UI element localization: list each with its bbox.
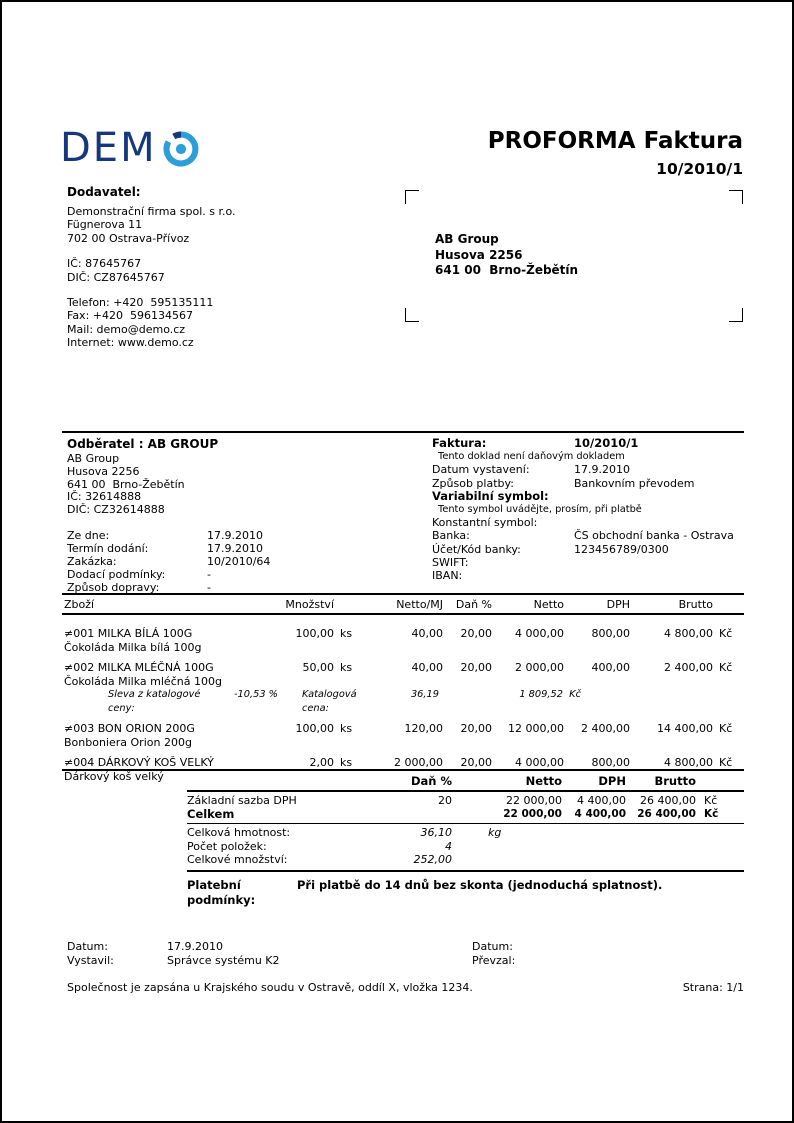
total-value: 252,00 bbox=[413, 853, 452, 866]
field-label: Konstantní symbol: bbox=[432, 516, 538, 530]
item-price: 40,00 bbox=[411, 627, 443, 640]
document-title: PROFORMA Faktura bbox=[487, 128, 743, 154]
item-dph: 400,00 bbox=[591, 661, 630, 674]
item-qty: 2,00 bbox=[309, 756, 334, 769]
summary-header-dan: Daň % bbox=[410, 773, 452, 788]
item-qty: 100,00 bbox=[295, 627, 334, 640]
total-value: 4 bbox=[445, 839, 452, 853]
field-label: Banka: bbox=[432, 529, 470, 543]
total-unit: kg bbox=[488, 826, 502, 839]
item-brutto: 14 400,00 bbox=[657, 722, 713, 735]
item-unit: ks bbox=[340, 627, 353, 640]
summary-header bbox=[187, 771, 744, 792]
payment-terms-label: Platební podmínky: bbox=[187, 877, 256, 907]
discount-row bbox=[64, 688, 742, 716]
column-header-dph: DPH bbox=[606, 597, 630, 611]
window-corner-bottom-right bbox=[729, 308, 743, 322]
divider bbox=[187, 870, 744, 872]
item-currency: Kč bbox=[719, 756, 733, 769]
window-corner-top-left bbox=[405, 190, 419, 204]
item-dph: 800,00 bbox=[591, 627, 630, 640]
vat-base-label: Základní sazba DPH bbox=[187, 794, 297, 807]
field-value: Bankovním převodem bbox=[574, 476, 695, 490]
customer-line: AB Group bbox=[67, 452, 120, 465]
field-label: Účet/Kód banky: bbox=[432, 542, 521, 556]
vat-base-netto: 22 000,00 bbox=[506, 794, 562, 807]
summary-header-dph: DPH bbox=[598, 773, 626, 788]
item-netto: 4 000,00 bbox=[515, 756, 564, 769]
item-price: 2 000,00 bbox=[394, 756, 443, 769]
grand-total-row bbox=[187, 808, 744, 822]
date-label: Datum: bbox=[67, 940, 108, 953]
supplier-heading: Dodavatel: bbox=[67, 185, 141, 199]
signature-right bbox=[472, 940, 572, 967]
items-table-header bbox=[64, 596, 742, 612]
grand-total-netto: 22 000,00 bbox=[503, 807, 562, 820]
invoice-info-block bbox=[432, 437, 744, 582]
payment-terms-text: Při platbě do 14 dnů bez skonta (jednoduchá splatnost). bbox=[297, 877, 663, 892]
column-header-netto: Netto bbox=[533, 597, 564, 611]
item-unit: ks bbox=[340, 661, 353, 674]
discount-label: Sleva z katalogové ceny: bbox=[108, 689, 204, 714]
footer-registration: Společnost je zapsána u Krajského soudu v Ostravě, oddíl X, vložka 1234. bbox=[67, 981, 473, 994]
item-brutto: 4 800,00 bbox=[664, 627, 713, 640]
document-number: 10/2010/1 bbox=[656, 160, 743, 178]
grand-total-label: Celkem bbox=[187, 806, 235, 821]
field-value: - bbox=[207, 580, 211, 594]
total-unit bbox=[452, 840, 744, 854]
field-label: Způsob platby: bbox=[432, 476, 514, 490]
recipient-line: Husova 2256 bbox=[435, 247, 523, 262]
grand-total-currency: Kč bbox=[704, 807, 719, 820]
supplier-fax: Fax: +420 596134567 bbox=[67, 309, 193, 323]
recipient-line: 641 00 Brno-Žebětín bbox=[435, 263, 579, 277]
item-tax: 20,00 bbox=[460, 756, 492, 769]
column-header-brutto: Brutto bbox=[678, 597, 713, 611]
payment-terms-row bbox=[187, 878, 744, 908]
item-brutto: 4 800,00 bbox=[664, 756, 713, 769]
total-value: 36,10 bbox=[420, 826, 452, 839]
supplier-dic: DIČ: CZ87645767 bbox=[67, 270, 165, 284]
item-name: ≠001 MILKA BÍLÁ 100G bbox=[64, 627, 193, 640]
catalog-price-label: Katalogová cena: bbox=[302, 689, 360, 714]
vat-base-dan: 20 bbox=[438, 794, 452, 807]
item-price: 40,00 bbox=[411, 661, 443, 674]
issued-by-value: Správce systému K2 bbox=[167, 953, 280, 967]
catalog-total-value: 1 809,52 Kč bbox=[519, 689, 581, 700]
page-footer bbox=[67, 981, 744, 994]
customer-dic: DIČ: CZ32614888 bbox=[67, 503, 165, 517]
catalog-price-value: 36,19 bbox=[410, 689, 439, 700]
signature-block bbox=[67, 940, 744, 967]
item-row bbox=[64, 615, 742, 654]
field-label: Datum vystavení: bbox=[432, 463, 530, 477]
item-description: Čokoláda Milka mléčná 100g bbox=[64, 674, 222, 688]
variable-symbol-note: Tento symbol uvádějte, prosím, při platbě bbox=[438, 503, 642, 515]
issued-by-label: Vystavil: bbox=[67, 953, 114, 967]
item-tax: 20,00 bbox=[460, 661, 492, 674]
supplier-phone: Telefon: +420 595135111 bbox=[67, 296, 214, 310]
item-currency: Kč bbox=[719, 722, 733, 735]
invoice-note: Tento doklad není daňovým dokladem bbox=[438, 451, 625, 463]
item-netto: 2 000,00 bbox=[515, 661, 564, 674]
field-value: 123456789/0300 bbox=[574, 542, 669, 556]
column-header-dan: Daň % bbox=[455, 597, 492, 611]
item-row bbox=[64, 654, 742, 716]
recipient-address bbox=[435, 232, 578, 279]
item-qty: 100,00 bbox=[295, 722, 334, 735]
summary-block bbox=[187, 771, 744, 908]
logo-o-swirl-icon bbox=[161, 129, 201, 172]
field-label: IBAN: bbox=[432, 568, 463, 582]
field-label: SWIFT: bbox=[432, 555, 469, 569]
item-currency: Kč bbox=[719, 627, 733, 640]
item-unit: ks bbox=[340, 756, 353, 769]
document-header bbox=[488, 129, 743, 178]
window-corner-top-right bbox=[729, 190, 743, 204]
item-description: Bonboniera Orion 200g bbox=[64, 735, 192, 749]
summary-header-brutto: Brutto bbox=[654, 773, 696, 788]
vat-base-brutto: 26 400,00 bbox=[640, 794, 696, 807]
field-value: - bbox=[207, 567, 211, 581]
item-description: Dárkový koš velký bbox=[64, 769, 164, 783]
item-netto: 4 000,00 bbox=[515, 627, 564, 640]
item-currency: Kč bbox=[719, 661, 733, 674]
supplier-block bbox=[67, 185, 236, 350]
date-label: Datum: bbox=[472, 940, 513, 953]
total-unit bbox=[452, 853, 744, 867]
vat-base-currency: Kč bbox=[704, 794, 718, 807]
divider bbox=[62, 431, 744, 433]
supplier-name: Demonstrační firma spol. s r.o. bbox=[67, 205, 236, 218]
supplier-web: Internet: www.demo.cz bbox=[67, 336, 194, 350]
field-label: Dodací podmínky: bbox=[67, 567, 166, 581]
item-qty: 50,00 bbox=[302, 661, 334, 674]
field-label: Způsob dopravy: bbox=[67, 580, 160, 594]
field-label: Ze dne: bbox=[67, 528, 110, 542]
supplier-street: Fügnerova 11 bbox=[67, 218, 143, 232]
field-value: 17.9.2010 bbox=[574, 463, 630, 477]
item-tax: 20,00 bbox=[460, 722, 492, 735]
customer-heading: Odběratel : AB GROUP bbox=[67, 437, 219, 451]
recipient-line: AB Group bbox=[435, 232, 499, 246]
items-table-body bbox=[64, 615, 742, 783]
supplier-ic: IČ: 87645767 bbox=[67, 257, 142, 271]
discount-percent: -10,53 % bbox=[233, 689, 278, 700]
customer-ic: IČ: 32614888 bbox=[67, 490, 142, 504]
received-by-label: Převzal: bbox=[472, 953, 516, 967]
column-header-netto-mj: Netto/MJ bbox=[396, 597, 443, 611]
total-label: Počet položek: bbox=[187, 839, 267, 853]
item-tax: 20,00 bbox=[460, 627, 492, 640]
vat-base-dph: 4 400,00 bbox=[577, 794, 626, 807]
field-value: 17.9.2010 bbox=[207, 541, 263, 555]
customer-line: Husova 2256 bbox=[67, 464, 140, 478]
item-netto: 12 000,00 bbox=[508, 722, 564, 735]
divider bbox=[187, 823, 744, 824]
item-unit: ks bbox=[340, 722, 353, 735]
field-value: 17.9.2010 bbox=[207, 528, 263, 542]
column-header-zbozi: Zboží bbox=[64, 597, 95, 611]
address-window bbox=[405, 190, 743, 322]
window-corner-bottom-left bbox=[405, 308, 419, 322]
logo-text: DEM bbox=[60, 125, 157, 171]
variable-symbol-heading: Variabilní symbol: bbox=[432, 488, 549, 503]
invoice-number: 10/2010/1 bbox=[574, 436, 639, 450]
item-description: Čokoláda Milka bílá 100g bbox=[64, 640, 202, 654]
total-label: Celková hmotnost: bbox=[187, 826, 291, 839]
customer-line: 641 00 Brno-Žebětín bbox=[67, 477, 185, 491]
column-header-mnozstvi: Množství bbox=[285, 597, 334, 611]
grand-total-brutto: 26 400,00 bbox=[637, 807, 696, 820]
supplier-city: 702 00 Ostrava-Přívoz bbox=[67, 231, 190, 245]
item-name: ≠004 DÁRKOVÝ KOŠ VELKÝ bbox=[64, 756, 214, 769]
total-label: Celkové množství: bbox=[187, 853, 288, 866]
field-value: ČS obchodní banka - Ostrava bbox=[574, 529, 734, 543]
invoice-label: Faktura: bbox=[432, 436, 487, 450]
demo-logo bbox=[60, 125, 201, 172]
item-brutto: 2 400,00 bbox=[664, 661, 713, 674]
item-name: ≠003 BON ORION 200G bbox=[64, 722, 195, 735]
field-label: Zakázka: bbox=[67, 554, 117, 568]
totals-block bbox=[187, 826, 744, 867]
supplier-mail: Mail: demo@demo.cz bbox=[67, 322, 186, 336]
customer-block bbox=[67, 437, 417, 594]
item-dph: 800,00 bbox=[591, 756, 630, 769]
item-name: ≠002 MILKA MLÉČNÁ 100G bbox=[64, 661, 214, 674]
page-number: Strana: 1/1 bbox=[682, 981, 744, 994]
grand-total-dph: 4 400,00 bbox=[574, 807, 626, 820]
field-value: 10/2010/64 bbox=[207, 554, 271, 568]
summary-header-netto: Netto bbox=[525, 773, 562, 788]
field-label: Termín dodání: bbox=[67, 541, 149, 555]
item-row bbox=[64, 716, 742, 749]
vat-base-row bbox=[187, 794, 744, 808]
item-dph: 2 400,00 bbox=[581, 722, 630, 735]
item-price: 120,00 bbox=[404, 722, 443, 735]
date-value: 17.9.2010 bbox=[167, 940, 223, 953]
